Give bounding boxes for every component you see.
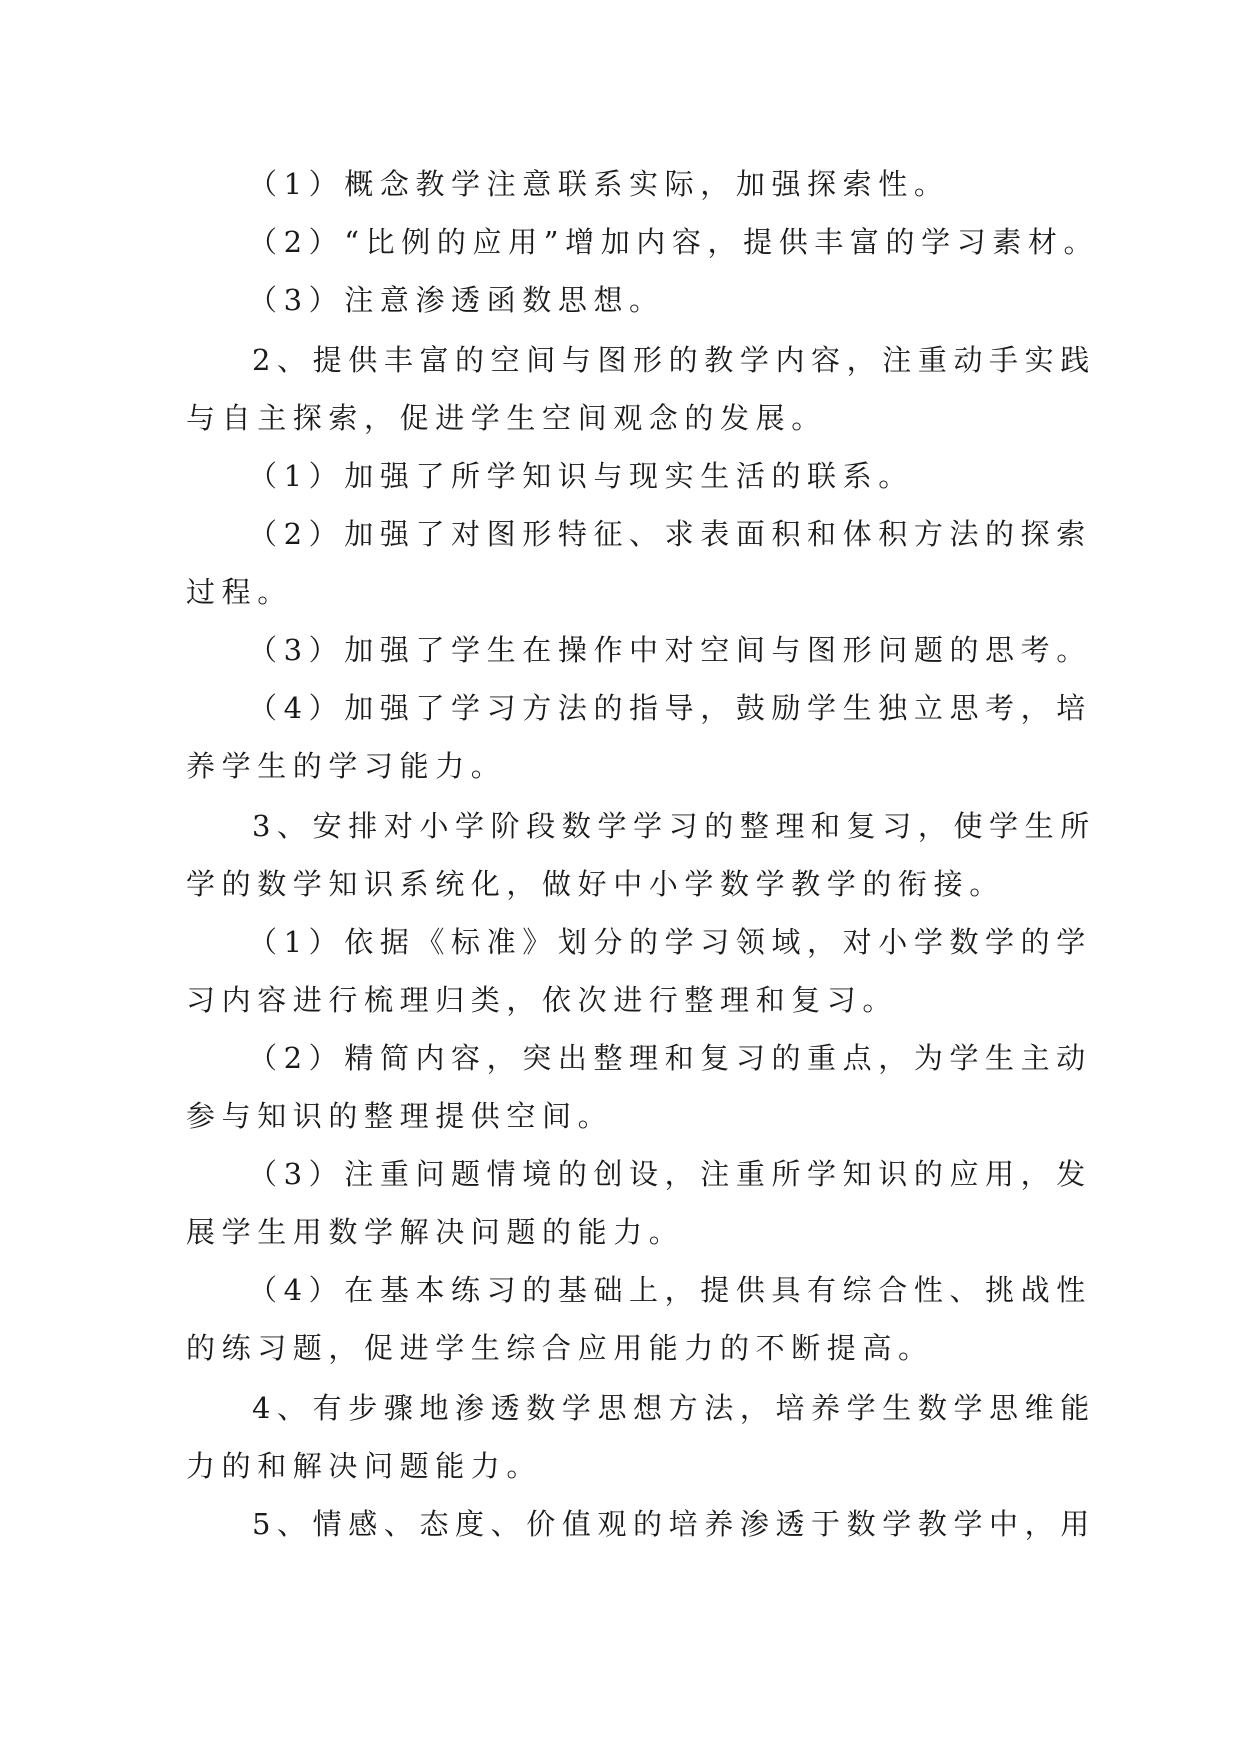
text-line-21: 的练习题，促进学生综合应用能力的不断提高。 <box>186 1331 934 1365</box>
text-line-2: （2）“比例的应用”增加内容，提供丰富的学习素材。 <box>248 225 1100 259</box>
text-line-13: 学的数学知识系统化，做好中小学数学教学的衔接。 <box>186 867 1005 901</box>
text-line-3: （3）注意渗透函数思想。 <box>248 283 665 317</box>
text-line-7: （2）加强了对图形特征、求表面积和体积方法的探索 <box>248 517 1092 551</box>
text-line-19: 展学生用数学解决问题的能力。 <box>186 1215 685 1249</box>
text-line-14: （1）依据《标准》划分的学习领域，对小学数学的学 <box>248 925 1092 959</box>
text-line-20: （4）在基本练习的基础上，提供具有综合性、挑战性 <box>248 1273 1092 1307</box>
text-line-15: 习内容进行梳理归类，依次进行整理和复习。 <box>186 983 899 1017</box>
text-line-22: 4、有步骤地渗透数学思想方法，培养学生数学思维能 <box>252 1391 1096 1425</box>
text-line-1: （1）概念教学注意联系实际，加强探索性。 <box>248 167 950 201</box>
text-line-17: 参与知识的整理提供空间。 <box>186 1099 614 1133</box>
text-line-10: （4）加强了学习方法的指导，鼓励学生独立思考，培 <box>248 691 1092 725</box>
text-line-5: 与自主探索，促进学生空间观念的发展。 <box>186 401 827 435</box>
text-line-6: （1）加强了所学知识与现实生活的联系。 <box>248 459 914 493</box>
text-line-9: （3）加强了学生在操作中对空间与图形问题的思考。 <box>248 633 1092 667</box>
text-line-4: 2、提供丰富的空间与图形的教学内容，注重动手实践 <box>252 343 1096 377</box>
text-line-11: 养学生的学习能力。 <box>186 749 507 783</box>
text-line-23: 力的和解决问题能力。 <box>186 1449 543 1483</box>
text-line-18: （3）注重问题情境的创设，注重所学知识的应用，发 <box>248 1157 1092 1191</box>
text-line-24: 5、情感、态度、价值观的培养渗透于数学教学中，用 <box>252 1507 1096 1541</box>
text-line-8: 过程。 <box>186 575 293 609</box>
text-line-12: 3、安排对小学阶段数学学习的整理和复习，使学生所 <box>252 809 1096 843</box>
text-line-16: （2）精简内容，突出整理和复习的重点，为学生主动 <box>248 1041 1092 1075</box>
